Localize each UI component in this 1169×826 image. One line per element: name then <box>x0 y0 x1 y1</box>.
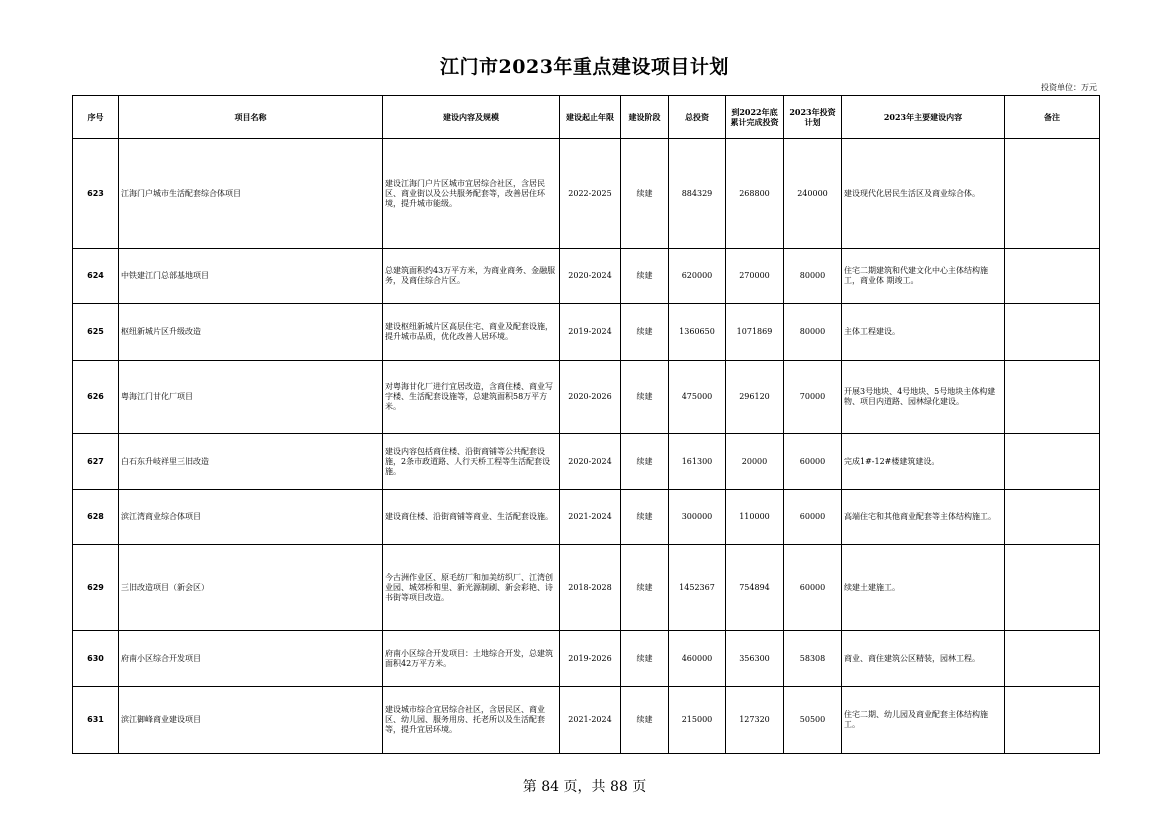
cell-scope: 建设商住楼、沿街商铺等商业、生活配套设施。 <box>383 490 560 545</box>
cell-period: 2019-2026 <box>560 631 621 687</box>
table-row <box>73 434 1100 490</box>
table-row <box>73 361 1100 434</box>
cell-scope: 建设枢纽新城片区高层住宅、商业及配套设施，提升城市品质，优化改善人居环境。 <box>383 304 560 361</box>
cell-stage: 续建 <box>621 434 669 490</box>
cell-completed: 270000 <box>726 249 784 304</box>
cell-seq: 626 <box>73 361 119 434</box>
unit-note: 投资单位：万元 <box>1041 83 1097 92</box>
cell-completed: 754894 <box>726 545 784 631</box>
cell-remark <box>1005 249 1100 304</box>
cell-plan-2023: 70000 <box>784 361 842 434</box>
cell-completed: 296120 <box>726 361 784 434</box>
cell-scope: 建设城市综合宜居综合社区，含居民区、商业区、幼儿园、服务用房、托老所以及生活配套等，提升宜居环境。 <box>383 687 560 754</box>
cell-plan-2023: 50500 <box>784 687 842 754</box>
cell-content-2023: 建设现代化居民生活区及商业综合体。 <box>842 139 1005 249</box>
header-stage: 建设阶段 <box>621 96 669 139</box>
cell-completed: 20000 <box>726 434 784 490</box>
cell-stage: 续建 <box>621 361 669 434</box>
header-project-name: 项目名称 <box>119 96 383 139</box>
cell-remark <box>1005 687 1100 754</box>
header-period: 建设起止年限 <box>560 96 621 139</box>
cell-remark <box>1005 434 1100 490</box>
cell-content-2023: 住宅二期建筑和代建文化中心主体结构施工，商业体 期竣工。 <box>842 249 1005 304</box>
cell-project-name: 三旧改造项目（新会区） <box>119 545 383 631</box>
cell-period: 2018-2028 <box>560 545 621 631</box>
cell-plan-2023: 60000 <box>784 434 842 490</box>
cell-plan-2023: 240000 <box>784 139 842 249</box>
table-row <box>73 631 1100 687</box>
cell-project-name: 滨江湾商业综合体项目 <box>119 490 383 545</box>
header-completed-investment: 到2022年底累计完成投资 <box>726 96 784 139</box>
header-content-2023: 2023年主要建设内容 <box>842 96 1005 139</box>
cell-completed: 356300 <box>726 631 784 687</box>
cell-content-2023: 完成1#-12#楼建筑建设。 <box>842 434 1005 490</box>
cell-content-2023: 主体工程建设。 <box>842 304 1005 361</box>
table-header-row <box>73 96 1100 139</box>
page-footer: 第 84 页，共 88 页 <box>522 779 647 795</box>
cell-scope: 建设江海门户片区城市宜居综合社区，含居民区、商业街以及公共服务配套等，改善居住环境，提升城市能级。 <box>383 139 560 249</box>
cell-project-name: 白石东升岐祥里三旧改造 <box>119 434 383 490</box>
cell-period: 2022-2025 <box>560 139 621 249</box>
cell-seq: 627 <box>73 434 119 490</box>
cell-total: 475000 <box>669 361 726 434</box>
table-row <box>73 139 1100 249</box>
cell-scope: 总建筑面积约43万平方米，为商业商务、金融服务，及商住综合片区。 <box>383 249 560 304</box>
cell-stage: 续建 <box>621 304 669 361</box>
header-seq: 序号 <box>73 96 119 139</box>
cell-completed: 127320 <box>726 687 784 754</box>
cell-scope: 建设内容包括商住楼、沿街商铺等公共配套设施，2条市政道路、人行天桥工程等生活配套设施。 <box>383 434 560 490</box>
cell-period: 2020-2024 <box>560 249 621 304</box>
project-table <box>72 95 1100 754</box>
cell-content-2023: 续建土建施工。 <box>842 545 1005 631</box>
cell-period: 2021-2024 <box>560 490 621 545</box>
cell-content-2023: 开展3号地块、4号地块、5号地块主体构建物、项目内道路、园林绿化建设。 <box>842 361 1005 434</box>
cell-content-2023: 住宅二期、幼儿园及商业配套主体结构施工。 <box>842 687 1005 754</box>
cell-total: 215000 <box>669 687 726 754</box>
cell-content-2023: 高端住宅和其他商业配套等主体结构施工。 <box>842 490 1005 545</box>
cell-seq: 630 <box>73 631 119 687</box>
cell-total: 1360650 <box>669 304 726 361</box>
cell-period: 2020-2026 <box>560 361 621 434</box>
table-row <box>73 545 1100 631</box>
cell-remark <box>1005 139 1100 249</box>
header-total-investment: 总投资 <box>669 96 726 139</box>
header-plan-2023: 2023年投资计划 <box>784 96 842 139</box>
cell-plan-2023: 60000 <box>784 490 842 545</box>
cell-seq: 623 <box>73 139 119 249</box>
cell-seq: 629 <box>73 545 119 631</box>
cell-total: 884329 <box>669 139 726 249</box>
cell-project-name: 滨江御峰商业建设项目 <box>119 687 383 754</box>
cell-completed: 268800 <box>726 139 784 249</box>
cell-plan-2023: 80000 <box>784 304 842 361</box>
cell-plan-2023: 80000 <box>784 249 842 304</box>
cell-stage: 续建 <box>621 687 669 754</box>
cell-total: 161300 <box>669 434 726 490</box>
table-row <box>73 304 1100 361</box>
table-row <box>73 249 1100 304</box>
cell-project-name: 中铁建江门总部基地项目 <box>119 249 383 304</box>
cell-completed: 1071869 <box>726 304 784 361</box>
cell-stage: 续建 <box>621 249 669 304</box>
cell-project-name: 枢纽新城片区升级改造 <box>119 304 383 361</box>
header-scope: 建设内容及规模 <box>383 96 560 139</box>
cell-stage: 续建 <box>621 545 669 631</box>
cell-scope: 府南小区综合开发项目：土地综合开发，总建筑面积42万平方米。 <box>383 631 560 687</box>
cell-stage: 续建 <box>621 139 669 249</box>
cell-remark <box>1005 490 1100 545</box>
cell-seq: 631 <box>73 687 119 754</box>
cell-total: 300000 <box>669 490 726 545</box>
cell-project-name: 府南小区综合开发项目 <box>119 631 383 687</box>
cell-total: 1452367 <box>669 545 726 631</box>
cell-remark <box>1005 545 1100 631</box>
cell-total: 460000 <box>669 631 726 687</box>
cell-total: 620000 <box>669 249 726 304</box>
cell-scope: 今古洲作业区、原毛纺厂和加美纺织厂、江湾创业园、城郊桥和里、新光源制刷、新会彩艳、诗书街等项目改造。 <box>383 545 560 631</box>
page-title: 江门市2023年重点建设项目计划 <box>440 56 729 78</box>
cell-seq: 628 <box>73 490 119 545</box>
cell-seq: 625 <box>73 304 119 361</box>
cell-stage: 续建 <box>621 490 669 545</box>
cell-period: 2021-2024 <box>560 687 621 754</box>
table-row <box>73 687 1100 754</box>
cell-stage: 续建 <box>621 631 669 687</box>
cell-scope: 对粤海甘化厂进行宜居改造，含商住楼、商业写字楼、生活配套设施等，总建筑面积58万平方米。 <box>383 361 560 434</box>
cell-plan-2023: 58308 <box>784 631 842 687</box>
cell-period: 2019-2024 <box>560 304 621 361</box>
cell-period: 2020-2024 <box>560 434 621 490</box>
cell-plan-2023: 60000 <box>784 545 842 631</box>
cell-seq: 624 <box>73 249 119 304</box>
cell-content-2023: 商业、商住建筑公区精装，园林工程。 <box>842 631 1005 687</box>
cell-project-name: 江海门户城市生活配套综合体项目 <box>119 139 383 249</box>
cell-remark <box>1005 361 1100 434</box>
header-remark: 备注 <box>1005 96 1100 139</box>
cell-project-name: 粤海江门甘化厂项目 <box>119 361 383 434</box>
cell-remark <box>1005 631 1100 687</box>
cell-completed: 110000 <box>726 490 784 545</box>
table-row <box>73 490 1100 545</box>
cell-remark <box>1005 304 1100 361</box>
